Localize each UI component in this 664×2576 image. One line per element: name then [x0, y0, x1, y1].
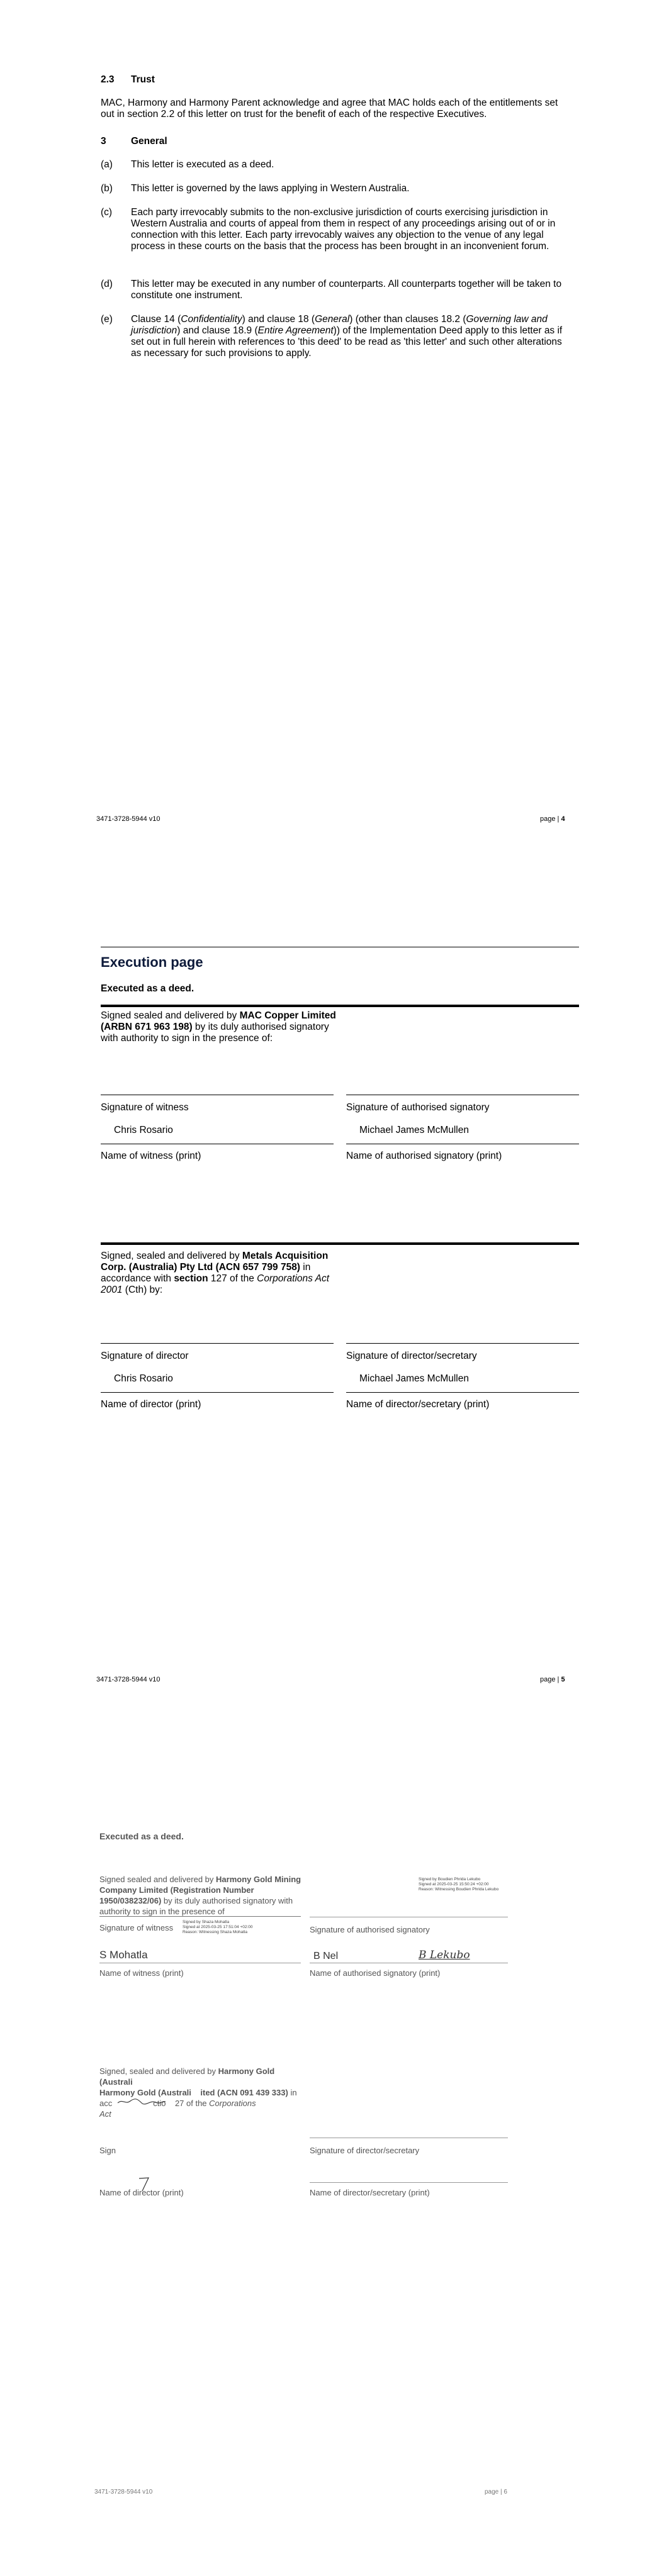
signature-label: Signature of witness [101, 1102, 189, 1113]
clause-text: This letter is governed by the laws applying in Western Australia. [131, 183, 410, 194]
handwritten-signature-scribble [116, 2097, 167, 2106]
name-label: Name of director (print) [99, 2188, 184, 2197]
footer-page-number: page | 4 [540, 815, 565, 823]
signature-label: Signature of director/secretary [310, 2146, 420, 2155]
name-label: Name of director/secretary (print) [310, 2188, 430, 2197]
footer-page-number: page | 5 [540, 1676, 565, 1683]
footer-doc-ref: 3471-3728-5944 v10 [94, 2489, 153, 2495]
signature-label: Sign [99, 2146, 116, 2155]
attestation-underline [99, 1916, 301, 1917]
section-2-3-number: 2.3 [101, 74, 115, 85]
executed-as-deed: Executed as a deed. [101, 983, 194, 994]
clause-label: (e) [101, 314, 113, 325]
footer-page-number: page | 6 [485, 2489, 507, 2495]
director-name: Chris Rosario [114, 1373, 173, 1384]
signature-label: Signature of director/secretary [346, 1351, 477, 1361]
footer-doc-ref: 3471-3728-5944 v10 [96, 815, 160, 823]
signature-label: Signature of authorised signatory [346, 1102, 490, 1113]
clause-label: (a) [101, 159, 113, 170]
section-2-3-text: MAC, Harmony and Harmony Parent acknowledge and agree that MAC holds each of the entitlements set out in section 2.2 of this letter on trust for the benefit of each of the respective Executives. [101, 98, 558, 120]
harmony-australia-attestation: Signed, sealed and delivered by Harmony Gold (Australi Harmony Gold (Australi ited (ACN 091 439 333) in acc ctio 27 of the Corporations Act [99, 2066, 297, 2119]
clause-label: (d) [101, 279, 113, 289]
mac-copper-attestation: Signed sealed and delivered by MAC Copper Limited (ARBN 671 963 198) by its duly authorised signatory with authority to sign in the presence of: [101, 1010, 336, 1044]
name-line [346, 1392, 579, 1393]
witness-name: Chris Rosario [114, 1125, 173, 1135]
name-label: Name of witness (print) [99, 1968, 184, 1978]
name-label: Name of authorised signatory (print) [346, 1151, 502, 1161]
clause-label: (c) [101, 207, 113, 218]
footer-doc-ref: 3471-3728-5944 v10 [96, 1676, 160, 1683]
name-line [101, 1392, 334, 1393]
signature-label: Signature of witness [99, 1923, 174, 1932]
harmony-gold-attestation: Signed sealed and delivered by Harmony Gold Mining Company Limited (Registration Number 1950/038232/06) by its duly authorised signatory with authority to sign in the presence of [99, 1875, 301, 1916]
name-label: Name of witness (print) [101, 1151, 201, 1161]
clause-text: This letter is executed as a deed. [131, 159, 274, 170]
clause-label: (b) [101, 183, 113, 194]
mac-australia-attestation: Signed, sealed and delivered by Metals Acquisition Corp. (Australia) Pty Ltd (ACN 657 799 758) in accordance with section 127 of the Corporations Act 2001 (Cth) by: [101, 1251, 330, 1295]
block-rule [101, 1005, 579, 1007]
digital-signature-stamp: Signed by Boudien Phrida Lekubo Signed at 2025-03-25 15:50:24 +02:00 Reason: Witnessing Boudien Phrida Lekubo [419, 1877, 499, 1892]
execution-page-title: Execution page [101, 954, 203, 970]
name-label: Name of director (print) [101, 1399, 201, 1410]
director-signature-line [101, 1343, 334, 1344]
section-3-title: General [131, 136, 167, 147]
executed-as-deed: Executed as a deed. [99, 1831, 184, 1841]
section-2-3-title: Trust [131, 74, 155, 85]
name-label: Name of authorised signatory (print) [310, 1968, 441, 1978]
name-line [310, 2182, 508, 2183]
signatory-name: B Nel [313, 1951, 339, 1961]
signatory-name: B Lekubo [419, 1949, 470, 1961]
clause-text: This letter may be executed in any number of counterparts. All counterparts together will be taken to constitute one instrument. [131, 279, 562, 301]
section-3-number: 3 [101, 136, 106, 147]
signature-label: Signature of director [101, 1351, 189, 1361]
digital-signature-stamp: Signed by Shaza Mohatla Signed at 2025-03-25 17:51:04 +02:00 Reason: Witnessing Shaza Mohatla [183, 1920, 253, 1934]
signatory-name: Michael James McMullen [359, 1125, 469, 1135]
witness-name: S Mohatla [99, 1949, 148, 1961]
clause-e-text: Clause 14 (Confidentiality) and clause 18 (General) (other than clauses 18.2 (Governing law and jurisdiction) and clause 18.9 (Entire Agreement)) of the Implementation Deed apply to this letter as if set out in full herein with references to 'this deed' to be read as 'this letter' and such other alterations as necessary for such provisions to apply. [131, 314, 563, 359]
secretary-signature-line [346, 1343, 579, 1344]
signature-label: Signature of authorised signatory [310, 1925, 430, 1934]
clause-text: Each party irrevocably submits to the non-exclusive jurisdiction of courts exercising jurisdiction in Western Australia and courts of appeal from them in respect of any proceedings arising out of or in connection with this letter. Each party irrevocably waives any objection to the venue of any legal process in these courts on the basis that the process has been brought in an inconvenient forum. [131, 207, 556, 252]
secretary-name: Michael James McMullen [359, 1373, 469, 1384]
block-rule [101, 1242, 579, 1245]
name-label: Name of director/secretary (print) [346, 1399, 490, 1410]
